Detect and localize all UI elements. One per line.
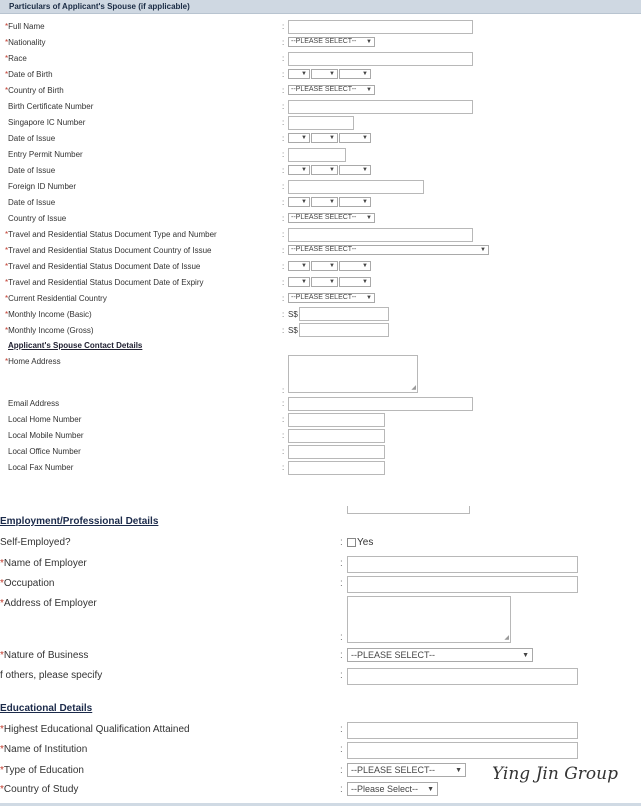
email-input[interactable]: [288, 397, 473, 411]
label-mobile-number: Local Mobile Number: [8, 431, 84, 440]
currency-label-basic: S$: [288, 310, 298, 319]
label-date-of-issue-1: Date of Issue: [8, 134, 56, 143]
label-qualification: *Highest Educational Qualification Attained: [0, 724, 190, 735]
chevron-down-icon: ▼: [366, 87, 372, 93]
issue3-month-select[interactable]: [311, 197, 338, 207]
chevron-down-icon: ▼: [329, 199, 335, 205]
entry-permit-input[interactable]: [288, 148, 346, 162]
label-type-of-education: *Type of Education: [0, 765, 84, 776]
contact-details-heading: Applicant's Spouse Contact Details: [8, 341, 143, 350]
employment-heading: Employment/Professional Details: [0, 516, 159, 527]
chevron-down-icon: ▼: [366, 215, 372, 221]
label-nationality: *Nationality: [5, 38, 46, 47]
label-entry-permit: Entry Permit Number: [8, 150, 83, 159]
chevron-down-icon: ▼: [427, 786, 434, 793]
label-nature-of-business: *Nature of Business: [0, 650, 89, 661]
chevron-down-icon: ▼: [329, 167, 335, 173]
chevron-down-icon: ▼: [362, 167, 368, 173]
currency-label-gross: S$: [288, 326, 298, 335]
label-yes: Yes: [357, 537, 374, 548]
chevron-down-icon: ▼: [301, 135, 307, 141]
label-self-employed: Self-Employed?: [0, 537, 71, 548]
resize-grip-icon[interactable]: ◢: [411, 385, 416, 391]
trsd-expiry-month-select[interactable]: [311, 277, 338, 287]
label-date-of-issue-2: Date of Issue: [8, 166, 56, 175]
label-institution: *Name of Institution: [0, 744, 88, 755]
others-specify-input[interactable]: [347, 668, 578, 685]
trsd-expiry-year-select[interactable]: [339, 277, 371, 287]
label-date-of-issue-3: Date of Issue: [8, 198, 56, 207]
full-name-input[interactable]: [288, 20, 473, 34]
cropped-textarea-edge: [347, 506, 470, 514]
dob-year-select[interactable]: [339, 69, 371, 79]
issue1-year-select[interactable]: [339, 133, 371, 143]
label-employer: *Name of Employer: [0, 558, 87, 569]
country-of-issue-select[interactable]: --PLEASE SELECT-- ▼: [288, 213, 375, 223]
country-of-study-select[interactable]: --Please Select-- ▼: [347, 782, 438, 796]
income-gross-input[interactable]: [299, 323, 389, 337]
label-office-number: Local Office Number: [8, 447, 81, 456]
education-heading: Educational Details: [0, 703, 93, 714]
label-birth-cert: Birth Certificate Number: [8, 102, 94, 111]
issue3-day-select[interactable]: [288, 197, 310, 207]
label-trsd-country: *Travel and Residential Status Document Country of Issue: [5, 246, 212, 255]
resize-grip-icon[interactable]: ◢: [504, 635, 509, 641]
institution-input[interactable]: [347, 742, 578, 759]
fax-number-input[interactable]: [288, 461, 385, 475]
label-income-gross: *Monthly Income (Gross): [5, 326, 94, 335]
home-address-textarea[interactable]: [288, 355, 418, 393]
chevron-down-icon: ▼: [301, 167, 307, 173]
label-full-name: *Full Name: [5, 22, 45, 31]
chevron-down-icon: ▼: [480, 247, 486, 253]
label-employer-address: *Address of Employer: [0, 598, 97, 609]
dob-month-select[interactable]: [311, 69, 338, 79]
chevron-down-icon: ▼: [362, 135, 368, 141]
self-employed-checkbox[interactable]: [347, 538, 356, 547]
trsd-expiry-day-select[interactable]: [288, 277, 310, 287]
current-country-select[interactable]: --PLEASE SELECT-- ▼: [288, 293, 375, 303]
issue2-day-select[interactable]: [288, 165, 310, 175]
label-country-of-birth: *Country of Birth: [5, 86, 64, 95]
trsd-type-input[interactable]: [288, 228, 473, 242]
employer-address-textarea[interactable]: [347, 596, 511, 643]
label-fax-number: Local Fax Number: [8, 463, 74, 472]
chevron-down-icon: ▼: [329, 135, 335, 141]
nature-of-business-select[interactable]: --PLEASE SELECT-- ▼: [347, 648, 533, 662]
race-input[interactable]: [288, 52, 473, 66]
issue3-year-select[interactable]: [339, 197, 371, 207]
chevron-down-icon: ▼: [362, 71, 368, 77]
chevron-down-icon: ▼: [329, 71, 335, 77]
chevron-down-icon: ▼: [455, 767, 462, 774]
chevron-down-icon: ▼: [362, 199, 368, 205]
label-occupation: *Occupation: [0, 578, 55, 589]
chevron-down-icon: ▼: [301, 71, 307, 77]
label-trsd-expiry: *Travel and Residential Status Document Date of Expiry: [5, 278, 204, 287]
issue1-month-select[interactable]: [311, 133, 338, 143]
label-trsd-type: *Travel and Residential Status Document Type and Number: [5, 230, 217, 239]
income-basic-input[interactable]: [299, 307, 389, 321]
chevron-down-icon: ▼: [362, 263, 368, 269]
occupation-input[interactable]: [347, 576, 578, 593]
label-email: Email Address: [8, 399, 60, 408]
chevron-down-icon: ▼: [301, 199, 307, 205]
label-sg-ic: Singapore IC Number: [8, 118, 86, 127]
label-race: *Race: [5, 54, 27, 63]
issue2-year-select[interactable]: [339, 165, 371, 175]
sg-ic-input[interactable]: [288, 116, 354, 130]
chevron-down-icon: ▼: [301, 279, 307, 285]
qualification-input[interactable]: [347, 722, 578, 739]
chevron-down-icon: ▼: [301, 263, 307, 269]
office-number-input[interactable]: [288, 445, 385, 459]
birth-cert-input[interactable]: [288, 100, 473, 114]
label-others-specify: f others, please specify: [0, 670, 103, 681]
dob-day-select[interactable]: [288, 69, 310, 79]
issue2-month-select[interactable]: [311, 165, 338, 175]
trsd-issue-month-select[interactable]: [311, 261, 338, 271]
chevron-down-icon: ▼: [362, 279, 368, 285]
home-number-input[interactable]: [288, 413, 385, 427]
label-current-country: *Current Residential Country: [5, 294, 107, 303]
label-trsd-issue: *Travel and Residential Status Document Date of Issue: [5, 262, 201, 271]
trsd-country-select[interactable]: --PLEASE SELECT-- ▼: [288, 245, 489, 255]
chevron-down-icon: ▼: [329, 263, 335, 269]
chevron-down-icon: ▼: [366, 295, 372, 301]
label-home-number: Local Home Number: [8, 415, 82, 424]
mobile-number-input[interactable]: [288, 429, 385, 443]
label-dob: *Date of Birth: [5, 70, 53, 79]
issue1-day-select[interactable]: [288, 133, 310, 143]
country-of-birth-select[interactable]: --PLEASE SELECT-- ▼: [288, 85, 375, 95]
trsd-issue-year-select[interactable]: [339, 261, 371, 271]
label-home-address: *Home Address: [5, 357, 61, 366]
section-header-spouse: Particulars of Applicant's Spouse (if applicable): [0, 0, 641, 14]
watermark-signature: Ying Jin Group: [492, 764, 618, 784]
trsd-issue-day-select[interactable]: [288, 261, 310, 271]
label-country-of-issue: Country of Issue: [8, 214, 67, 223]
chevron-down-icon: ▼: [366, 39, 372, 45]
employer-input[interactable]: [347, 556, 578, 573]
label-foreign-id: Foreign ID Number: [8, 182, 77, 191]
label-income-basic: *Monthly Income (Basic): [5, 310, 92, 319]
chevron-down-icon: ▼: [329, 279, 335, 285]
type-of-education-select[interactable]: --PLEASE SELECT-- ▼: [347, 763, 466, 777]
nationality-select[interactable]: --PLEASE SELECT-- ▼: [288, 37, 375, 47]
foreign-id-input[interactable]: [288, 180, 424, 194]
label-country-of-study: *Country of Study: [0, 784, 79, 795]
chevron-down-icon: ▼: [522, 652, 529, 659]
